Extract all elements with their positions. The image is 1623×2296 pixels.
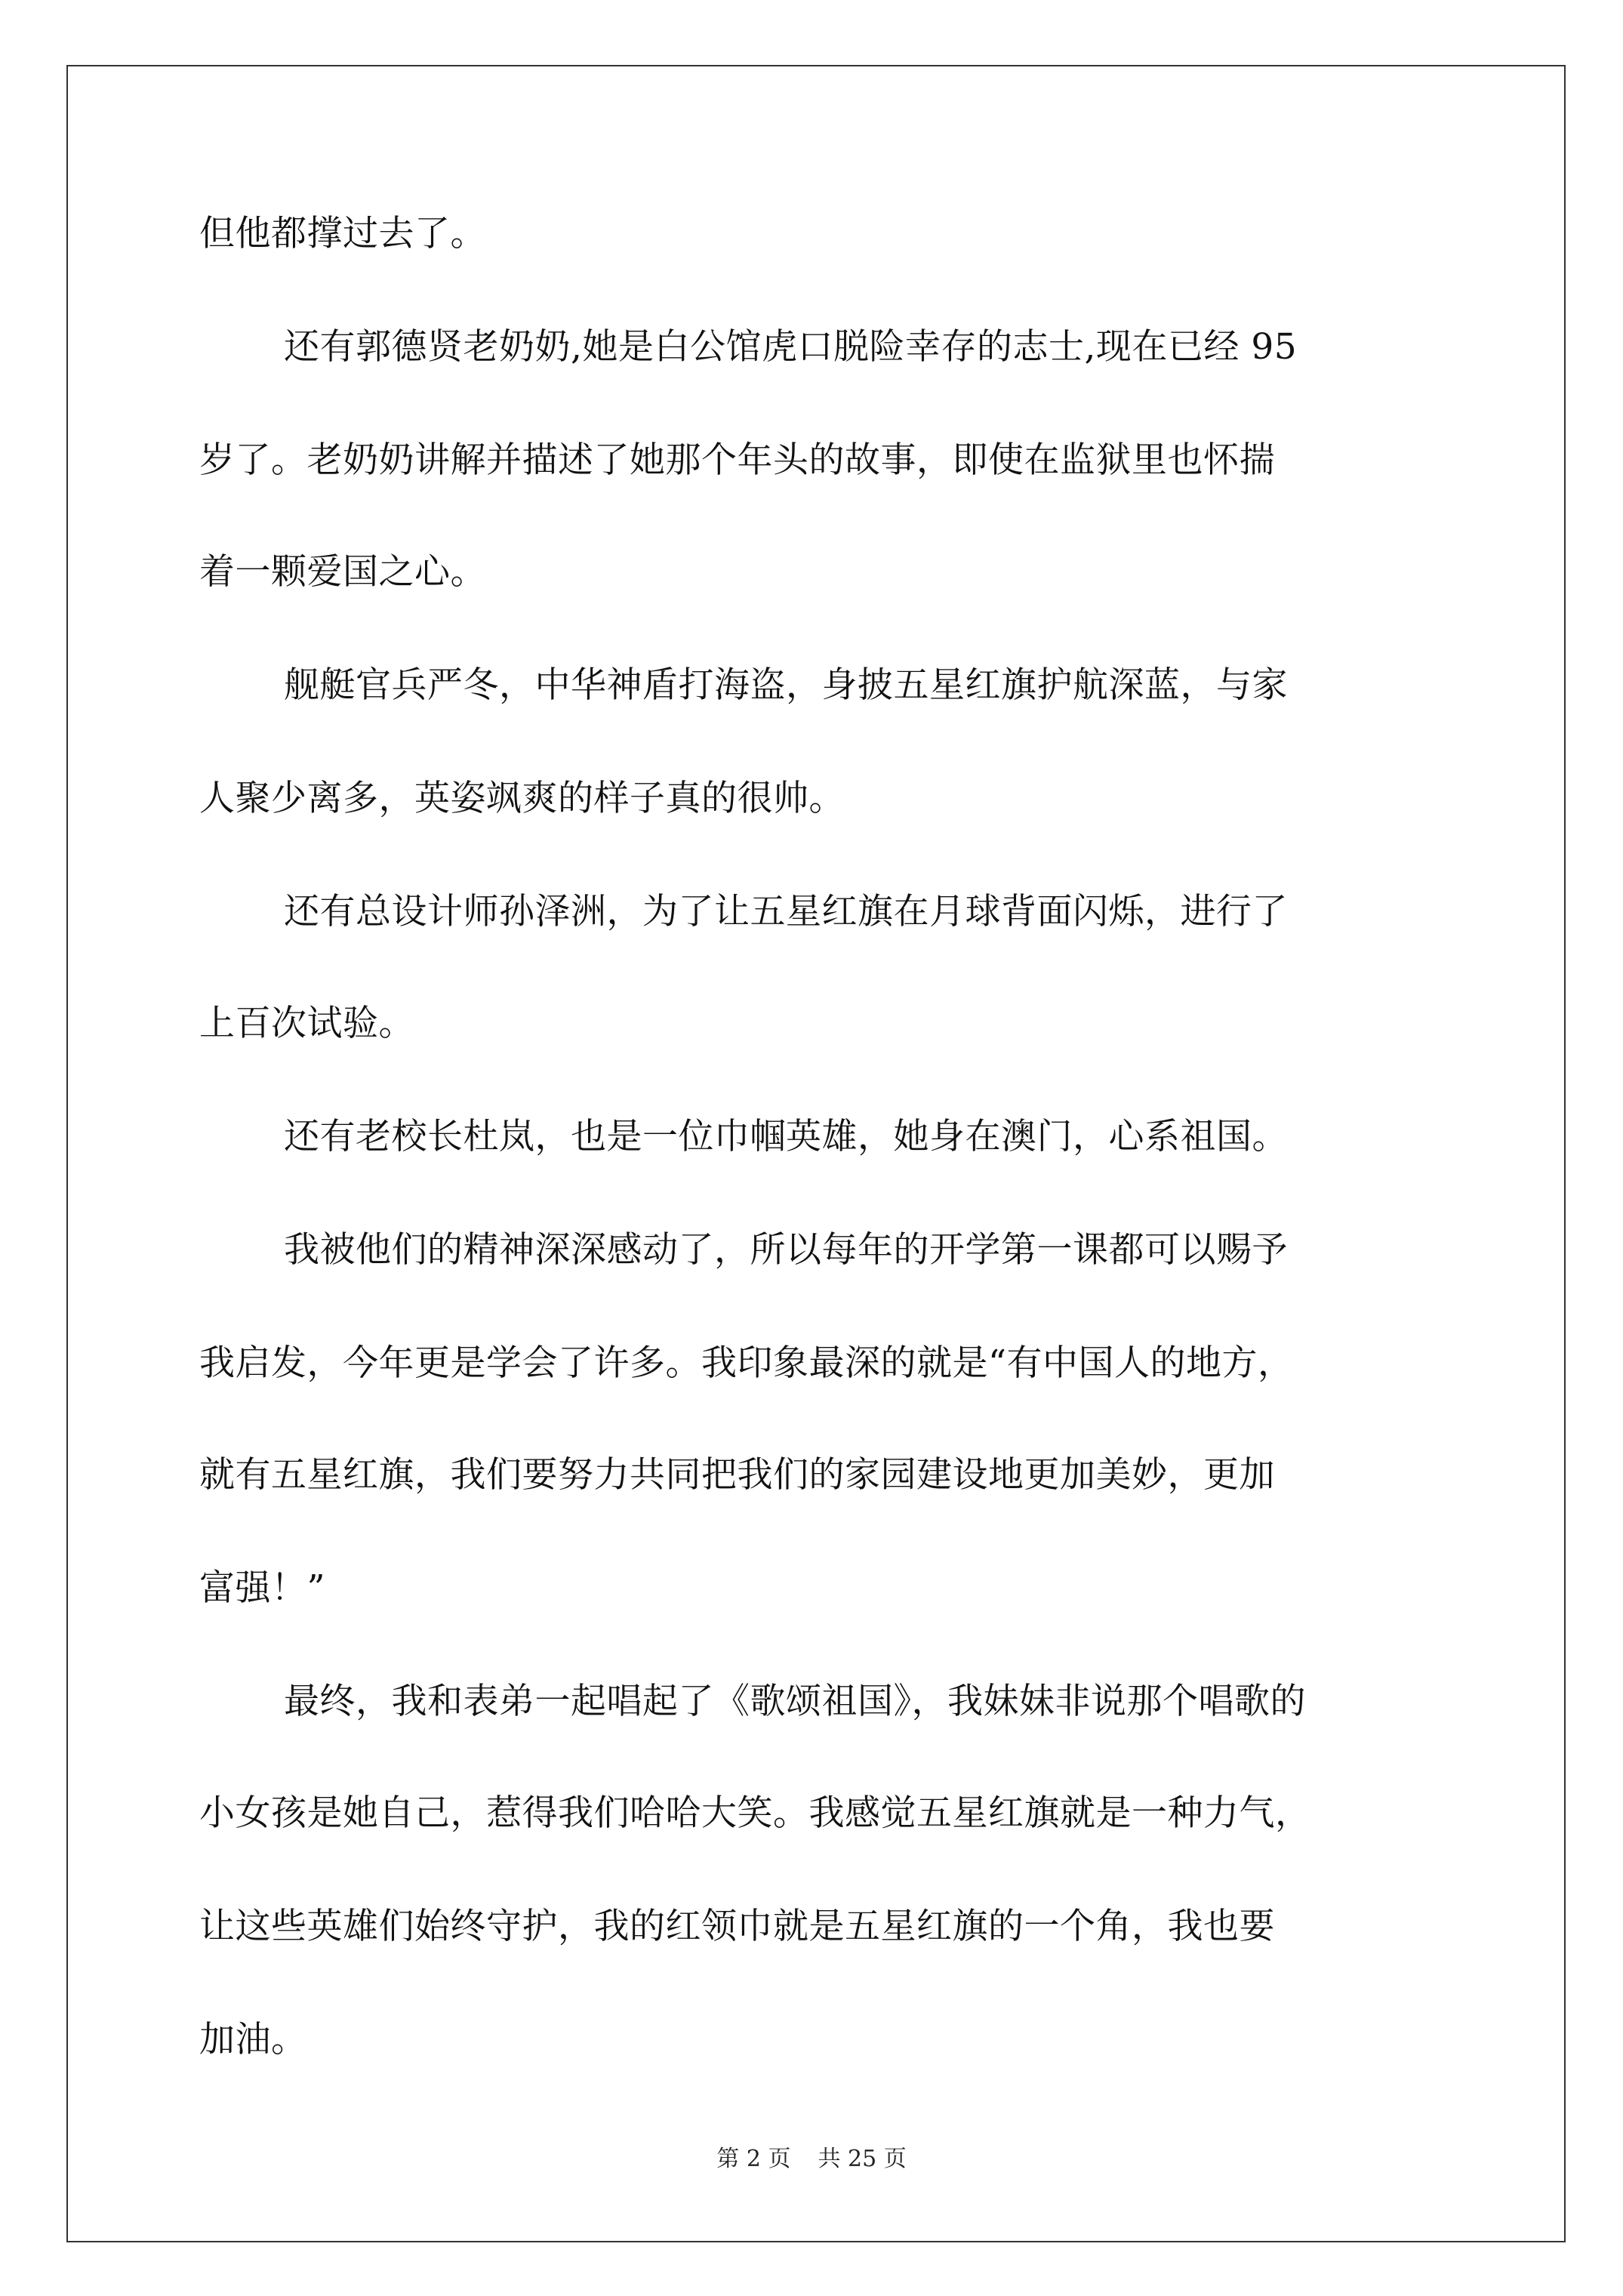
paragraph-line: 加油。: [199, 2019, 307, 2060]
paragraph-line: 小女孩是她自己，惹得我们哈哈大笑。我感觉五星红旗就是一种力气，: [199, 1792, 1311, 1834]
paragraph-line: 让这些英雄们始终守护，我的红领巾就是五星红旗的一个角，我也要: [199, 1906, 1275, 1947]
paragraph-line: 还有郭德贤老奶奶,她是白公馆虎口脱险幸存的志士,现在已经 95: [284, 326, 1298, 368]
paragraph-line: 上百次试验。: [199, 1003, 414, 1044]
paragraph-line: 还有老校长杜岚，也是一位巾帼英雄，她身在澳门，心系祖国。: [284, 1116, 1288, 1157]
paragraph-line: 我启发，今年更是学会了许多。我印象最深的就是“有中国人的地方，: [199, 1342, 1294, 1384]
paragraph-line: 岁了。老奶奶讲解并描述了她那个年头的故事，即使在监狱里也怀揣: [199, 439, 1275, 481]
page-total: 共 25 页: [818, 2146, 907, 2172]
paragraph-line: 最终，我和表弟一起唱起了《歌颂祖国》，我妹妹非说那个唱歌的: [284, 1681, 1306, 1722]
paragraph-line: 人聚少离多，英姿飒爽的样子真的很帅。: [199, 778, 845, 819]
paragraph-line: 富强！”: [199, 1567, 326, 1609]
paragraph-line: 但他都撑过去了。: [199, 213, 486, 254]
page-footer: [0, 2146, 1623, 2173]
page-number: 第 2 页: [716, 2146, 791, 2172]
paragraph-line: 还有总设计师孙泽洲，为了让五星红旗在月球背面闪烁，进行了: [284, 891, 1288, 932]
paragraph-line: 舰艇官兵严冬，中华神盾打海盗，身披五星红旗护航深蓝，与家: [284, 664, 1288, 706]
paragraph-line: 我被他们的精神深深感动了，所以每年的开学第一课都可以赐予: [284, 1229, 1288, 1271]
paragraph-line: 就有五星红旗，我们要努力共同把我们的家园建设地更加美妙，更加: [199, 1454, 1275, 1496]
paragraph-line: 着一颗爱国之心。: [199, 551, 486, 593]
